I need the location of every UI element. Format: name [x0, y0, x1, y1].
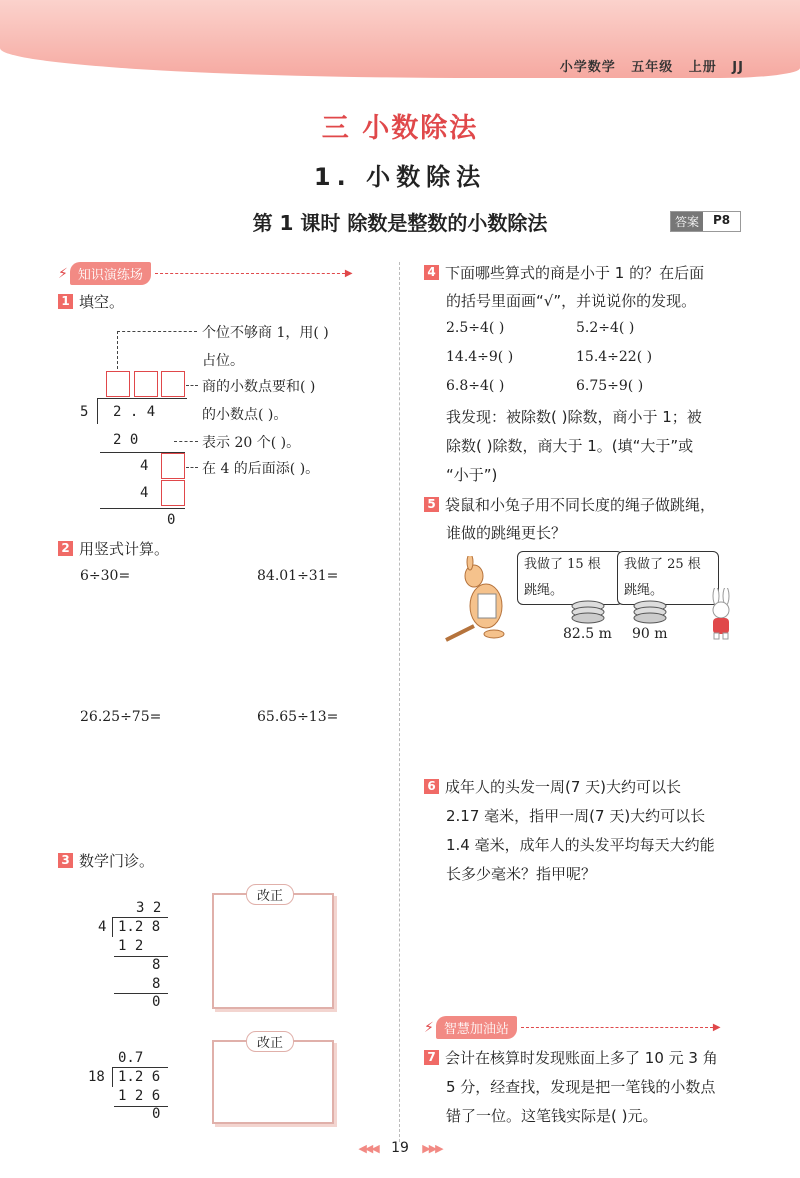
- divisor: 5: [80, 404, 89, 420]
- answer-box[interactable]: [134, 371, 158, 397]
- q6-line: 长多少毫米？指甲呢？: [446, 865, 597, 883]
- compare-item: 14.4÷9( ): [446, 349, 514, 365]
- q5-line: 谁做的跳绳更长？: [446, 524, 567, 542]
- correction-box[interactable]: [212, 889, 334, 1009]
- bubble-line: 跳绳。: [624, 583, 664, 598]
- rope-coil-icon: [630, 600, 670, 624]
- q3-title: [58, 846, 154, 876]
- calc-item: 84.01÷31=: [257, 568, 339, 584]
- prev-arrows-icon: ◀◀◀: [358, 1142, 378, 1155]
- q-text: 数学门诊。: [79, 852, 155, 870]
- dividend: 1.2 8: [118, 919, 161, 935]
- answer-box[interactable]: [161, 453, 185, 479]
- q5-title: [424, 490, 715, 520]
- arrow-icon: ▶: [712, 1022, 721, 1033]
- division-bar: [97, 398, 187, 399]
- q4-line: 的括号里面画“√”，并说说你的发现。: [446, 292, 697, 310]
- division-line: [100, 452, 185, 453]
- correction-label: 改正: [246, 884, 294, 905]
- division-bracket: [112, 917, 113, 937]
- division-row: 0: [152, 1106, 161, 1122]
- correction-box[interactable]: [212, 1036, 334, 1124]
- rope-length: 82.5 m: [563, 626, 612, 642]
- division-row: 1 2: [118, 938, 144, 954]
- answer-box[interactable]: [161, 371, 185, 397]
- q6-line: 2.17 毫米，指甲一周(7 天)大约可以长: [446, 807, 706, 825]
- answer-box[interactable]: [161, 480, 185, 506]
- q4-finding: 我发现：被除数( )除数，商小于 1；被: [446, 408, 702, 426]
- section-label: 智慧加油站: [436, 1016, 517, 1039]
- q1-note: 在 4 的后面添( )。: [202, 461, 320, 477]
- q-number: 3: [58, 853, 73, 868]
- quotient: 0.7: [118, 1050, 144, 1066]
- rope-coil-icon: [568, 600, 608, 624]
- compare-item: 15.4÷22( ): [576, 349, 653, 365]
- division-row: 2 0: [113, 432, 139, 448]
- dividend: 2 . 4: [113, 404, 156, 420]
- division-row: 1 2 6: [118, 1088, 161, 1104]
- dash-line: [155, 273, 345, 274]
- division-row: 8: [152, 976, 161, 992]
- quotient: 3 2: [136, 900, 162, 916]
- leader-line: [186, 467, 198, 468]
- dividend: 1.2 6: [118, 1069, 161, 1085]
- q4-title: [424, 258, 704, 288]
- q7-line: 错了一位。这笔钱实际是( )元。: [446, 1107, 658, 1125]
- leader-line: [186, 385, 198, 386]
- q7-title: [424, 1043, 718, 1073]
- answer-page: P8: [713, 213, 731, 227]
- q-number: 4: [424, 265, 439, 280]
- q1-note: 的小数点( )。: [202, 407, 288, 423]
- section-tag-practice: [58, 262, 353, 285]
- compare-item: 6.8÷4( ): [446, 378, 505, 394]
- correction-label: 改正: [246, 1031, 294, 1052]
- q-number: 1: [58, 294, 73, 309]
- q-number: 7: [424, 1050, 439, 1065]
- speech-bubble-kangaroo: [517, 551, 623, 605]
- bubble-line: 我做了 25 根: [624, 557, 701, 572]
- q6-title: [424, 772, 681, 802]
- q7-line: 5 分，经查找，发现是把一笔钱的小数点: [446, 1078, 716, 1096]
- divisor: 4: [98, 919, 107, 935]
- unit-title: 三 小数除法: [321, 113, 479, 144]
- q1-note: 个位不够商 1，用( ): [202, 325, 329, 341]
- bubble-line: 我做了 15 根: [524, 557, 601, 572]
- division-line: [100, 508, 185, 509]
- leader-line: [117, 331, 197, 332]
- division-row: 4: [140, 485, 149, 501]
- rabbit-illustration: [704, 588, 738, 640]
- bubble-line: 跳绳。: [524, 583, 564, 598]
- page-footer: [0, 1140, 800, 1156]
- division-row: 0: [167, 512, 176, 528]
- q-text: 填空。: [79, 293, 125, 311]
- division-row: 0: [152, 994, 161, 1010]
- bolt-icon: ⚡: [58, 265, 68, 282]
- division-bar: [112, 917, 168, 918]
- leader-line: [174, 441, 198, 442]
- division-bracket: [112, 1067, 113, 1087]
- lesson-title: 第 1 课时 除数是整数的小数除法: [252, 211, 548, 235]
- calc-item: 26.25÷75=: [80, 709, 162, 725]
- bolt-icon: ⚡: [424, 1019, 434, 1036]
- q-number: 2: [58, 541, 73, 556]
- q-text: 会计在核算时发现账面上多了 10 元 3 角: [445, 1049, 718, 1067]
- q-text: 用竖式计算。: [79, 540, 170, 558]
- division-row: 4: [140, 458, 149, 474]
- q4-finding: 除数( )除数，商大于 1。(填“大于”或: [446, 437, 694, 455]
- calc-item: 65.65÷13=: [257, 709, 339, 725]
- book-info: 小学数学 五年级 上册 JJ: [559, 60, 744, 75]
- q6-line: 1.4 毫米，成年人的头发平均每天大约能: [446, 836, 715, 854]
- divisor: 18: [88, 1069, 105, 1085]
- q1-note: 商的小数点要和( ): [202, 379, 316, 395]
- q2-title: [58, 534, 169, 564]
- q1-title: [58, 287, 124, 317]
- answer-box[interactable]: [106, 371, 130, 397]
- q4-finding: “小于”): [446, 466, 498, 484]
- compare-item: 5.2÷4( ): [576, 320, 635, 336]
- division-bar: [112, 1067, 168, 1068]
- kangaroo-illustration: [444, 556, 524, 642]
- compare-item: 2.5÷4( ): [446, 320, 505, 336]
- answer-label: 答案: [671, 212, 703, 231]
- division-bracket: [97, 398, 98, 424]
- division-row: 8: [152, 957, 161, 973]
- calc-item: 6÷30=: [80, 568, 131, 584]
- q-text: 下面哪些算式的商是小于 1 的？在后面: [445, 264, 705, 282]
- section-label: 知识演练场: [70, 262, 151, 285]
- leader-line: [117, 331, 118, 369]
- q-number: 6: [424, 779, 439, 794]
- arrow-icon: ▶: [344, 268, 353, 279]
- column-divider: [399, 262, 400, 1142]
- q-number: 5: [424, 497, 439, 512]
- next-arrows-icon: ▶▶▶: [422, 1142, 442, 1155]
- dash-line: [521, 1027, 713, 1028]
- q1-note: 占位。: [202, 353, 244, 369]
- q-text: 袋鼠和小兔子用不同长度的绳子做跳绳，: [445, 496, 716, 514]
- answer-tag[interactable]: [670, 211, 741, 232]
- q1-note: 表示 20 个( )。: [202, 435, 301, 451]
- section-tag-extension: [424, 1016, 721, 1039]
- page-number: 19: [391, 1140, 409, 1156]
- rope-length: 90 m: [632, 626, 668, 642]
- section-title: 1. 小数除法: [313, 163, 487, 191]
- compare-item: 6.75÷9( ): [576, 378, 644, 394]
- q-text: 成年人的头发一周(7 天)大约可以长: [445, 778, 682, 796]
